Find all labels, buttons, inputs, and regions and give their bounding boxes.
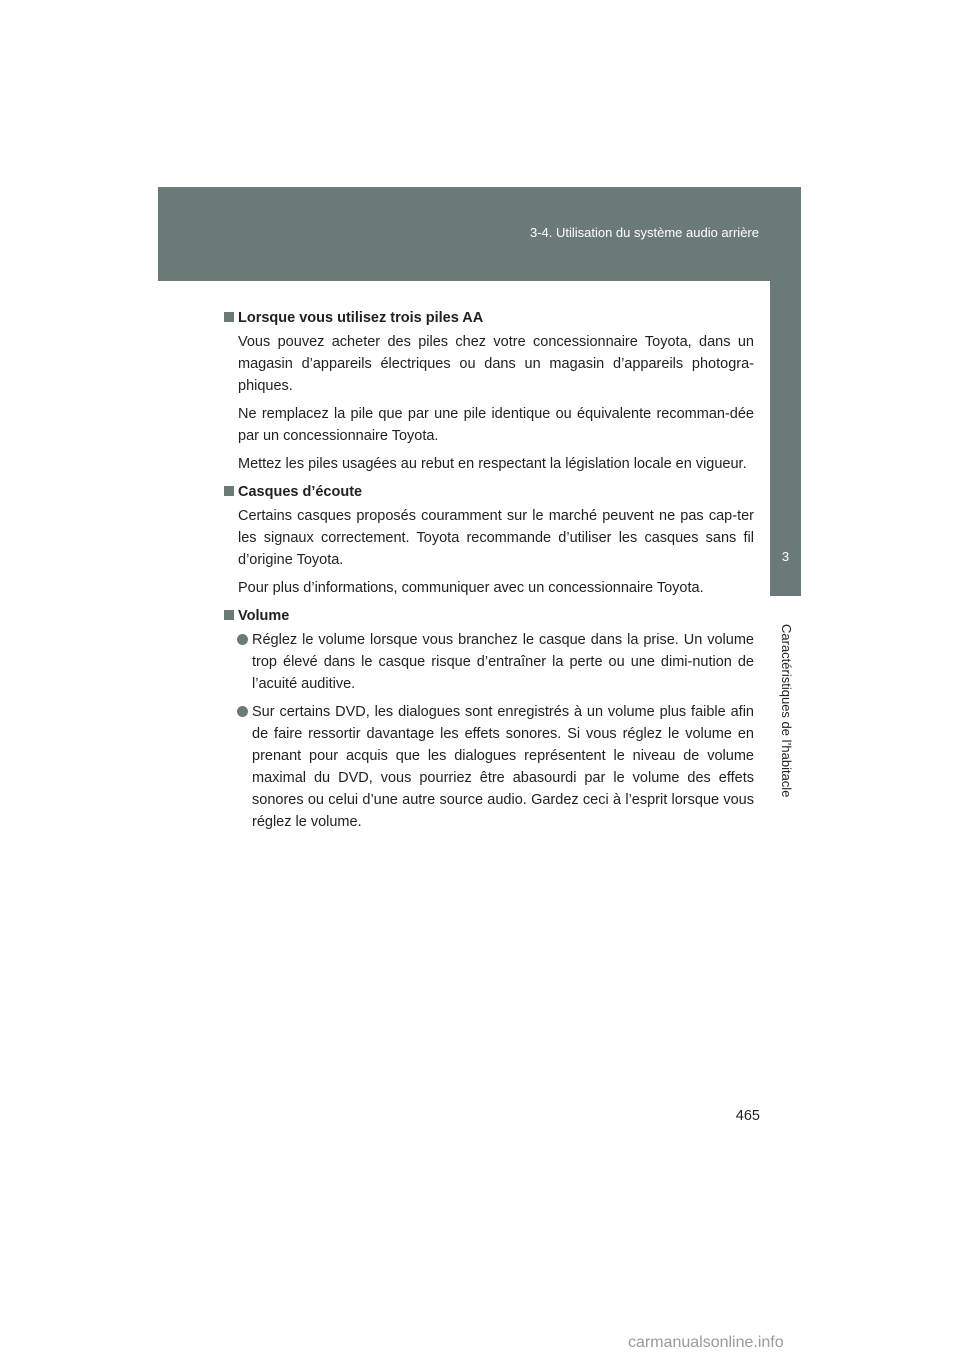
section-title: 3-4. Utilisation du système audio arrière	[529, 225, 759, 240]
page-content	[224, 307, 754, 839]
section-volume	[224, 605, 754, 833]
paragraph: Vous pouvez acheter des piles chez votre concessionnaire Toyota, dans un magasin d’appareils électriques ou dans un magasin d’appareils photogra-phiques.	[238, 334, 754, 394]
round-bullet-icon	[237, 706, 248, 717]
square-bullet-icon	[224, 486, 234, 496]
watermark: carmanualsonline.info	[628, 1334, 784, 1351]
round-bullet-icon	[237, 634, 248, 645]
chapter-number: 3	[781, 549, 790, 564]
paragraph: Pour plus d’informations, communiquer avec un concessionnaire Toyota.	[238, 580, 704, 596]
section-heading: Casques d’écoute	[224, 481, 754, 503]
section-piles-aa	[224, 307, 754, 475]
page-number: 465	[735, 1108, 760, 1124]
chapter-label: Caractéristiques de l’habitacle	[779, 624, 794, 798]
chapter-header-band	[158, 187, 801, 281]
paragraph: Certains casques proposés couramment sur le marché peuvent ne pas cap-ter les signaux correctement. Toyota recommande d’utiliser les casques sans fil d’origine Toyota.	[238, 508, 754, 568]
bullet-item: Réglez le volume lorsque vous branchez le casque dans la prise. Un volume trop élevé dans le casque risque d’entraîner la perte ou une dimi-nution de l’acuité auditive.	[252, 629, 754, 695]
section-heading: Lorsque vous utilisez trois piles AA	[224, 307, 754, 329]
section-heading: Volume	[224, 605, 754, 627]
square-bullet-icon	[224, 312, 234, 322]
bullet-item: Sur certains DVD, les dialogues sont enregistrés à un volume plus faible afin de faire ressortir davantage les effets sonores. Si vous réglez le volume en prenant pour acquis que les dialogues représentent le niveau de volume maximal du DVD, vous pourriez être abasourdi par le volume des effets sonores ou celui d’une autre source audio. Gardez ceci à l’esprit lorsque vous réglez le volume.	[252, 701, 754, 833]
chapter-side-tab	[770, 281, 801, 596]
paragraph: Ne remplacez la pile que par une pile identique ou équivalente recomman-dée par un concessionnaire Toyota.	[238, 406, 754, 444]
square-bullet-icon	[224, 610, 234, 620]
section-casques	[224, 481, 754, 599]
paragraph: Mettez les piles usagées au rebut en respectant la législation locale en vigueur.	[238, 456, 747, 472]
